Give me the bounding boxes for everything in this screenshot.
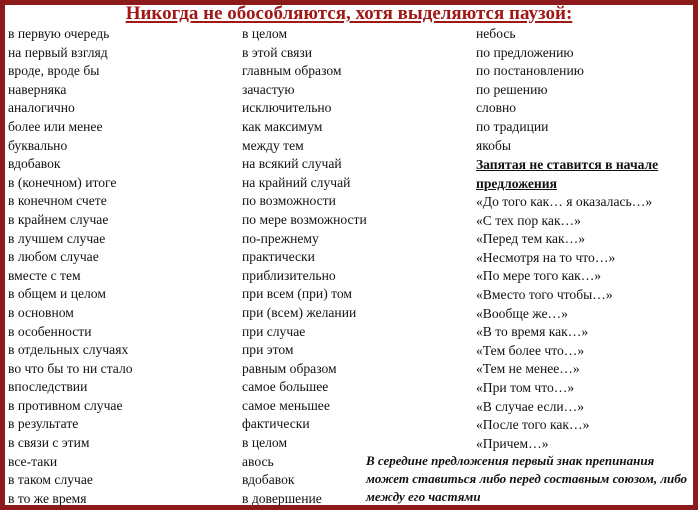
- list-item: фактически: [242, 416, 310, 432]
- list-item: более или менее: [8, 118, 103, 134]
- list-item: исключительно: [242, 100, 332, 116]
- list-item: авось: [242, 453, 274, 469]
- list-item: на всякий случай: [242, 156, 342, 172]
- list-item: по возможности: [242, 193, 336, 209]
- list-item: по постановлению: [476, 63, 584, 79]
- phrase-item: «В то время как…»: [476, 324, 589, 340]
- list-item: небось: [476, 26, 516, 41]
- list-item: в общем и целом: [8, 286, 106, 302]
- list-item: наверняка: [8, 81, 67, 97]
- list-item: самое меньшее: [242, 397, 330, 413]
- list-item: по традиции: [476, 118, 549, 134]
- list-item: в первую очередь: [8, 26, 110, 41]
- phrase-item: «Вместо того чтобы…»: [476, 286, 613, 302]
- list-item: вдобавок: [242, 472, 295, 488]
- list-item: по мере возможности: [242, 211, 367, 227]
- phrase-item: «После того как…»: [476, 417, 590, 433]
- list-item: по решению: [476, 81, 548, 97]
- list-item: практически: [242, 249, 315, 265]
- phrase-item: «С тех пор как…»: [476, 212, 581, 228]
- column-3-phrases-list: [476, 193, 652, 453]
- phrase-item: «Тем более что…»: [476, 342, 585, 358]
- column-3-list: [476, 25, 584, 155]
- list-item: в связи с этим: [8, 435, 90, 451]
- list-item: в (конечном) итоге: [8, 174, 117, 190]
- list-item: в крайнем случае: [8, 211, 109, 227]
- list-item: во что бы то ни стало: [8, 360, 133, 376]
- phrase-item: «Вообще же…»: [476, 305, 568, 321]
- list-item: самое большее: [242, 379, 329, 395]
- list-item: в таком случае: [8, 472, 93, 488]
- list-item: при (всем) желании: [242, 304, 357, 320]
- phrase-item: «По мере того как…»: [476, 268, 602, 284]
- list-item: на крайний случай: [242, 174, 351, 190]
- phrase-item: «До того как… я оказалась…»: [476, 194, 653, 209]
- list-item: в результате: [8, 416, 79, 432]
- list-item: в конечном счете: [8, 193, 107, 209]
- list-item: в этой связи: [242, 44, 313, 60]
- list-item: между тем: [242, 137, 304, 153]
- phrase-item: «В случае если…»: [476, 398, 585, 414]
- list-item: зачастую: [242, 81, 295, 97]
- list-item: впоследствии: [8, 379, 88, 395]
- list-item: в лучшем случае: [8, 230, 106, 246]
- list-item: в любом случае: [8, 249, 99, 265]
- phrase-item: «При том что…»: [476, 379, 575, 395]
- list-item: в целом: [242, 26, 288, 41]
- column-1-list: [8, 25, 133, 508]
- list-item: в основном: [8, 304, 74, 320]
- phrase-item: «Несмотря на то что…»: [476, 249, 616, 265]
- list-item: вместе с тем: [8, 267, 81, 283]
- list-item: в отдельных случаях: [8, 342, 129, 358]
- list-item: вроде, вроде бы: [8, 63, 100, 79]
- list-item: при этом: [242, 342, 294, 358]
- column-3-heading: [476, 156, 690, 193]
- list-item: якобы: [476, 137, 512, 153]
- phrase-item: «Причем…»: [476, 435, 549, 451]
- list-item: в целом: [242, 435, 288, 451]
- list-item: в то же время: [8, 490, 87, 506]
- list-item: аналогично: [8, 100, 75, 116]
- list-item: словно: [476, 100, 517, 116]
- column-2-list: [242, 25, 367, 508]
- list-item: по предложению: [476, 44, 574, 60]
- list-item: по-прежнему: [242, 230, 319, 246]
- list-item: буквально: [8, 137, 68, 153]
- page-title-text: Никогда не обособляются, хотя выделяются паузой:: [125, 3, 573, 24]
- list-item: на первый взгляд: [8, 44, 108, 60]
- list-item: как максимум: [242, 118, 323, 134]
- page-title: [0, 3, 698, 25]
- list-item: все-таки: [8, 453, 58, 469]
- phrase-item: «Перед тем как…»: [476, 231, 586, 247]
- list-item: равным образом: [242, 360, 337, 376]
- column-3-heading-text: Запятая не ставится в начале предложения: [476, 157, 659, 191]
- list-item: при всем (при) том: [242, 286, 353, 302]
- note-text: В середине предложения первый знак препинания может ставиться либо перед составным союзом, либо между его частями: [366, 453, 688, 505]
- list-item: при случае: [242, 323, 306, 339]
- list-item: вдобавок: [8, 156, 61, 172]
- list-item: главным образом: [242, 63, 342, 79]
- phrase-item: «Тем не менее…»: [476, 361, 580, 377]
- list-item: в довершение: [242, 490, 322, 506]
- list-item: в особенности: [8, 323, 92, 339]
- list-item: в противном случае: [8, 397, 123, 413]
- list-item: приблизительно: [242, 267, 336, 283]
